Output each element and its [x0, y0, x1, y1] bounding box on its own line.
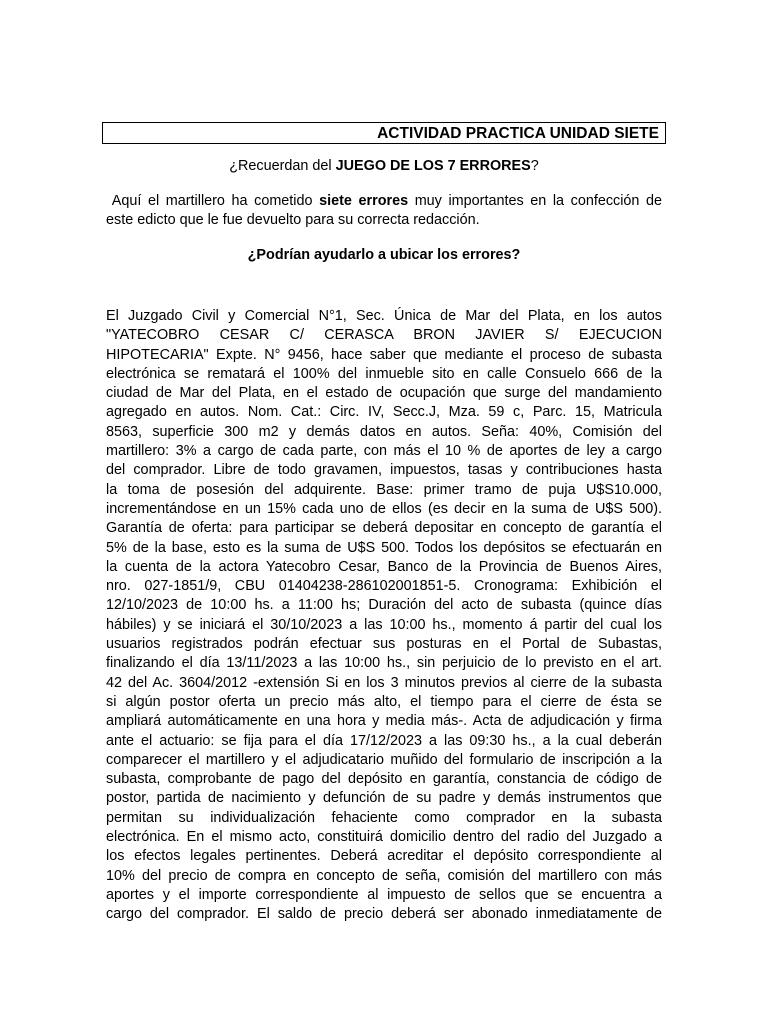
edict-line: El Juzgado Civil y Comercial N°1, Sec. Única de Mar del Plata, en los autos	[106, 308, 662, 324]
edict-line: finalizando el día 13/11/2023 a las 10:00 hs., sin perjuicio de lo previsto en el art.	[106, 655, 662, 672]
question-bold: JUEGO DE LOS 7 ERRORES	[335, 158, 531, 174]
edict-line: la toma de posesión del adquirente. Base: primer tramo de puja U$S10.000,	[106, 481, 662, 498]
edict-line: subasta, comprobante de pago del depósito en garantía, constancia de código de	[106, 771, 662, 788]
edict-line: nro. 027-1851/9, CBU 01404238-286102001851-5. Cronograma: Exhibición el	[106, 578, 662, 595]
edict-line: martillero: 3% a cargo de cada parte, con más el 10 % de aportes de ley a cargo	[106, 443, 662, 460]
edict-line: 8563, superficie 300 m2 y demás datos en autos. Seña: 40%, Comisión del	[106, 423, 662, 440]
title-box	[102, 122, 666, 144]
edict-line: ante el actuario: se fija para el día 17/12/2023 a las 09:30 hs., a la cual deberán	[106, 732, 662, 749]
edict-line: ampliará automáticamente en una hora y media más-. Acta de adjudicación y firma	[106, 713, 662, 730]
edict-line: incrementándose en un 15% cada uno de ellos (es decir en la suma de U$S 500).	[106, 500, 662, 517]
edict-line: la cuenta de la actora Yatecobro Cesar, Banco de la Provincia de Buenos Aires,	[106, 558, 662, 575]
intro-line-1-start: Aquí el martillero ha cometido	[106, 193, 320, 209]
question-suffix: ?	[530, 158, 539, 174]
ask-heading: ¿Podrían ayudarlo a ubicar los errores?	[247, 247, 521, 263]
edict-line: si algún postor oferta un precio más alto, el tiempo para el cierre de ésta se	[106, 693, 662, 710]
edict-line: permitan su individualización fehaciente como comprador en la subasta	[106, 809, 662, 826]
edict-line: postor, partida de nacimiento y defunción de su padre y demás instrumentos que	[106, 790, 662, 807]
intro-paragraph	[106, 192, 662, 231]
edict-line: usuarios registrados podrán efectuar sus posturas en el Portal de Subastas,	[106, 636, 662, 653]
edict-line: cargo del comprador. El saldo de precio deberá ser abonado inmediatamente de	[106, 906, 662, 923]
intro-line-1-end: muy importantes en la confección de	[408, 193, 663, 209]
edict-line: ciudad de Mar del Plata, en el estado de ocupación que surge del mandamiento	[106, 385, 662, 402]
edict-line: "YATECOBRO CESAR C/ CERASCA BRON JAVIER S/ EJECUCION	[106, 327, 662, 344]
edict-line: aportes y el importe correspondiente al impuesto de sellos que se encuentra a	[106, 886, 662, 903]
intro-line-1-bold: siete errores	[319, 193, 409, 209]
edict-line: electrónica. En el mismo acto, constituirá domicilio dentro del radio del Juzgado a	[106, 829, 662, 846]
edict-line: 5% de la base, esto es la suma de U$S 500. Todos los depósitos se efectuarán en	[106, 539, 662, 556]
edict-line: agregado en autos. Nom. Cat.: Circ. IV, Secc.J, Mza. 59 c, Parc. 15, Matricula	[106, 404, 662, 421]
edict-line: los efectos legales pertinentes. Deberá acreditar el depósito correspondiente al	[106, 848, 662, 865]
intro-line-1	[106, 192, 662, 211]
edict-line: 12/10/2023 de 10:00 hs. a 11:00 hs; Duración del acto de subasta (quince días	[106, 597, 662, 614]
edict-line: comparecer el martillero y el adjudicatario muñido del formulario de inscripción a la	[106, 751, 662, 768]
edict-line: HIPOTECARIA" Expte. N° 9456, hace saber que mediante el proceso de subasta	[106, 346, 662, 363]
edict-line: 10% del precio de compra en concepto de seña, comisión del martillero con más	[106, 867, 662, 884]
question-prefix: ¿Recuerdan del	[229, 158, 336, 174]
page-title: ACTIVIDAD PRACTICA UNIDAD SIETE	[377, 125, 659, 142]
edict-paragraph	[106, 307, 662, 925]
intro-line-2: este edicto que le fue devuelto para su correcta redacción.	[106, 212, 480, 229]
edict-line: hábiles) y se iniciará el 30/10/2023 a las 10:00 hs., momento á partir del cual los	[106, 616, 662, 633]
edict-line: electrónica se rematará el 100% del inmueble sito en calle Consuelo 666 de la	[106, 365, 662, 382]
edict-line: 42 del Ac. 3604/2012 -extensión Si en los 3 minutos previos al cierre de la subasta	[106, 674, 662, 691]
intro-question	[106, 157, 662, 175]
edict-line: del comprador. Libre de todo gravamen, impuestos, tasas y contribuciones hasta	[106, 462, 662, 479]
edict-line: Garantía de oferta: para participar se deberá depositar en concepto de garantía el	[106, 520, 662, 537]
